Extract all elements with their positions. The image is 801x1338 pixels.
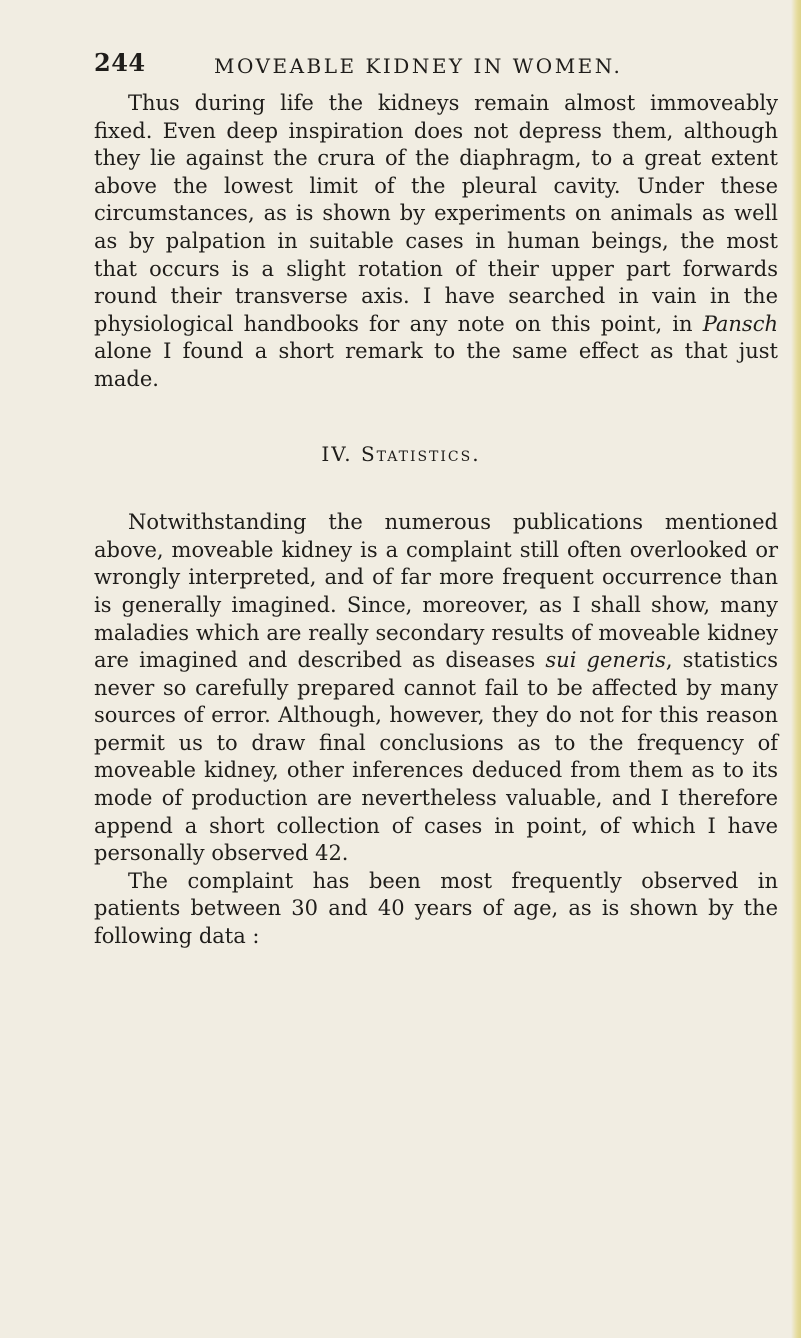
running-head: MOVEABLE KIDNEY IN WOMEN. <box>214 54 623 78</box>
paragraph-2 <box>94 509 778 868</box>
paragraph-1-text-a: Thus during life the kidneys remain almost immoveably fixed. Even deep inspiration does not depress them, although they lie against the crura of the diaphragm, to a great extent above the lowest limit of the pleural cavity. Under these circumstances, as is shown by experiments on animals as well as by palpation in suitable cases in human beings, the most that occurs is a slight rotation of their upper part forwards round their transverse axis. I have searched in vain in the physiological handbooks for any note on this point, in <box>94 91 778 336</box>
section-title: Statistics. <box>360 441 481 466</box>
section-numeral: IV. <box>321 441 353 466</box>
page-edge-shadow <box>791 0 801 1338</box>
section-heading <box>94 441 778 469</box>
page-number: 244 <box>94 48 146 77</box>
paragraph-2-text-b: , statistics never so carefully prepared cannot fail to be affected by many sources of error. Although, however, they do not for this reason permit us to draw final conclusions as to the frequency of moveable kidney, other inferences deduced from them as to its mode of production are nevertheless valuable, and I therefore append a short collection of cases in point, of which I have personally observed 42. <box>94 648 778 866</box>
paragraph-1 <box>94 90 778 394</box>
paragraph-1-text-b: alone I found a short remark to the same effect as that just made. <box>94 339 778 391</box>
paragraph-1-italic: Pansch <box>702 311 778 336</box>
paragraph-3: The complaint has been most frequently observed in patients between 30 and 40 years of age, as is shown by the following data : <box>94 868 778 949</box>
paragraph-2-italic: sui generis <box>545 648 666 673</box>
page-header <box>94 48 774 88</box>
paragraph-2-text-a: Notwithstanding the numerous publications mentioned above, moveable kidney is a complaint still often overlooked or wrongly interpreted, and of far more frequent occurrence than is generally imagined. Since, moreover, as I shall show, many maladies which are really secondary results of moveable kidney are imagined and described as diseases <box>94 510 778 673</box>
body-text <box>94 90 778 951</box>
